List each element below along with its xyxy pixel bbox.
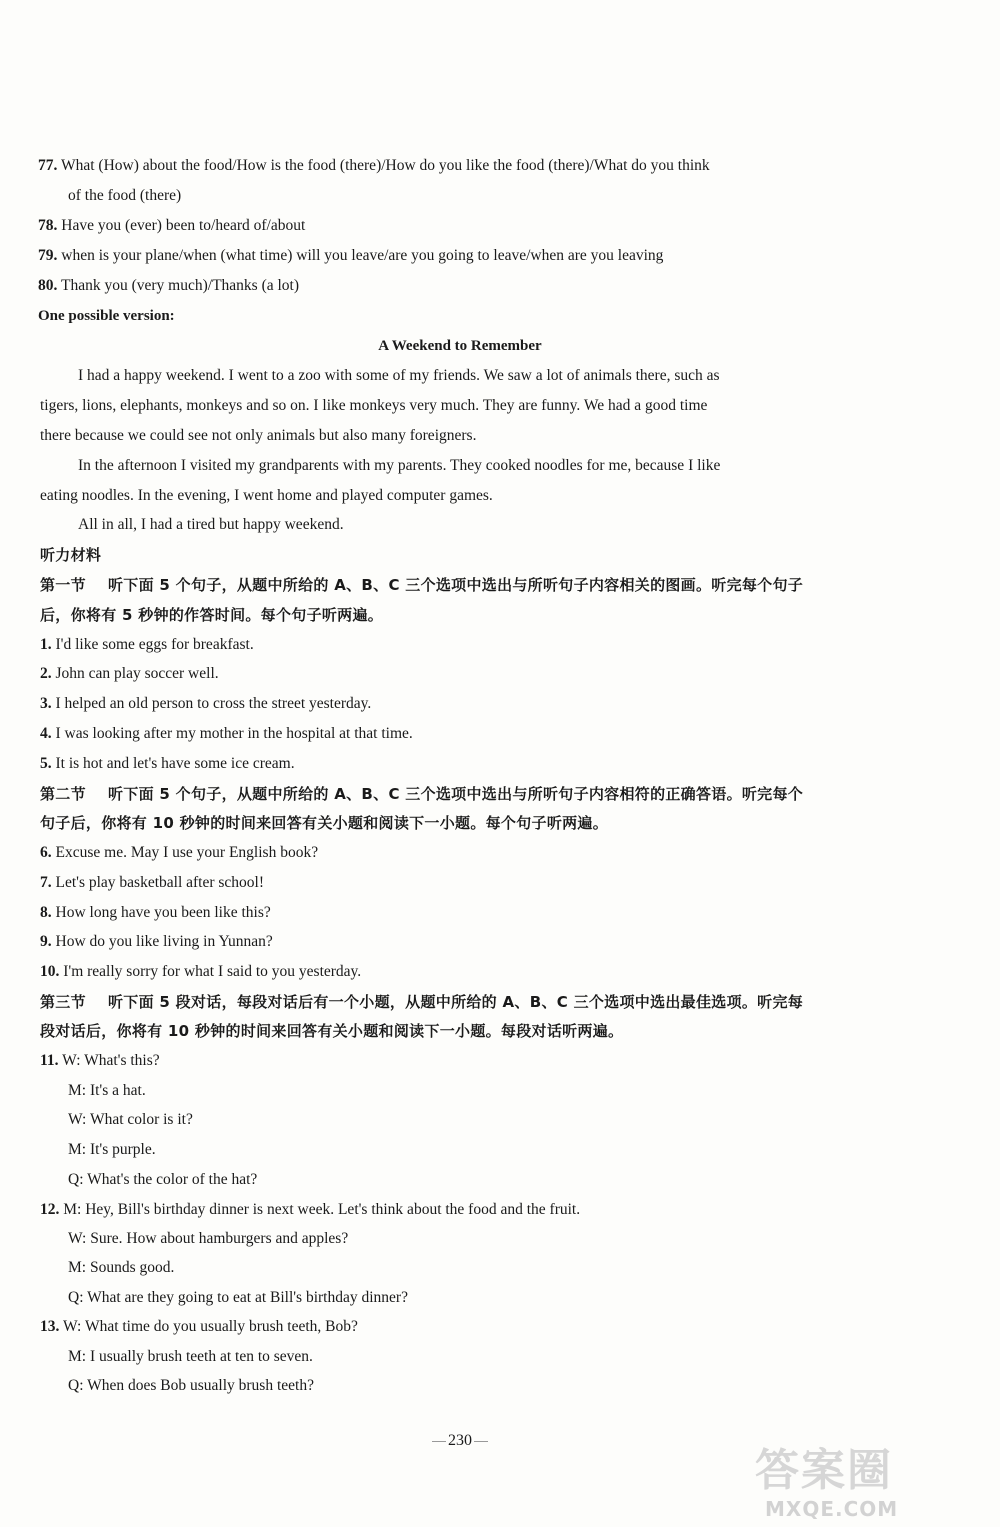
dialogue-line: M: It's purple. — [68, 1141, 156, 1158]
section3-instructions-cont: 段对话后，你将有 10 秒钟的时间来回答有关小题和阅读下一小题。每段对话听两遍。 — [40, 1022, 624, 1040]
answer-77-cont — [68, 186, 181, 206]
section3-instructions — [40, 992, 803, 1012]
dialogue-question: Q: When does Bob usually brush teeth? — [68, 1377, 314, 1394]
item-number: 4. — [40, 725, 52, 742]
dialogue-line — [40, 1051, 160, 1071]
item-text: Let's play basketball after school! — [55, 874, 265, 891]
listening-item — [40, 932, 273, 952]
item-number: 1. — [40, 636, 52, 653]
listening-item — [40, 962, 361, 982]
item-number: 8. — [40, 904, 52, 921]
section-instruction-text: 听下面 5 个句子，从题中所给的 A、B、C 三个选项中选出与所听句子内容相关的图画。听完每个句子 — [108, 576, 804, 594]
essay-line: eating noodles. In the evening, I went home and played computer games. — [40, 487, 493, 504]
section2-instructions-cont: 句子后，你将有 10 秒钟的时间来回答有关小题和阅读下一小题。每个句子听两遍。 — [40, 814, 609, 832]
page-number-value: 230 — [448, 1432, 472, 1449]
answer-78 — [38, 216, 305, 236]
answer-text: Thank you (very much)/Thanks (a lot) — [60, 277, 300, 294]
listening-item — [40, 694, 371, 714]
listening-item — [40, 903, 271, 923]
dialogue-line: M: It's a hat. — [68, 1082, 146, 1099]
section1-instructions — [40, 575, 803, 595]
section-instruction-text: 听下面 5 个句子，从题中所给的 A、B、C 三个选项中选出与所听句子内容相符的正确答语。听完每个 — [108, 785, 804, 803]
dialogue-number: 13. — [40, 1318, 60, 1335]
essay-line: I had a happy weekend. I went to a zoo with some of my friends. We saw a lot of animals there, such as — [78, 367, 720, 384]
answer-79 — [38, 246, 663, 266]
item-number: 2. — [40, 665, 52, 682]
dialogue-line — [40, 1200, 580, 1220]
listening-heading: 听力材料 — [40, 546, 102, 564]
answer-text: What (How) about the food/How is the food (there)/How do you like the food (there)/What do you think — [60, 157, 710, 174]
item-number: 7. — [40, 874, 52, 891]
answer-77 — [38, 156, 710, 176]
item-text: I was looking after my mother in the hospital at that time. — [55, 725, 413, 742]
listening-item — [40, 635, 254, 655]
item-number: 3. — [40, 695, 52, 712]
dialogue-line — [40, 1317, 358, 1337]
dialogue-text: W: What's this? — [62, 1052, 160, 1069]
essay-line: tigers, lions, elephants, monkeys and so on. I like monkeys very much. They are funny. We had a good time — [40, 397, 708, 414]
item-number: 10. — [40, 963, 60, 980]
dialogue-line: W: What color is it? — [68, 1111, 193, 1128]
listening-item — [40, 664, 219, 684]
item-text: How do you like living in Yunnan? — [55, 933, 273, 950]
essay-title: A Weekend to Remember — [378, 338, 542, 354]
listening-item — [40, 754, 295, 774]
essay-line: there because we could see not only animals but also many foreigners. — [40, 427, 477, 444]
dialogue-text: M: Hey, Bill's birthday dinner is next week. Let's think about the food and the fruit. — [63, 1201, 581, 1218]
listening-item — [40, 873, 264, 893]
answer-number: 80. — [38, 277, 58, 294]
item-text: I'm really sorry for what I said to you yesterday. — [63, 963, 362, 980]
section-instruction-text: 听下面 5 段对话，每段对话后有一个小题，从题中所给的 A、B、C 三个选项中选出最佳选项。听完每 — [108, 993, 804, 1011]
item-text: How long have you been like this? — [55, 904, 271, 921]
section1-instructions-cont: 后，你将有 5 秒钟的作答时间。每个句子听两遍。 — [40, 606, 384, 624]
watermark-url: MXQE.COM — [765, 1497, 899, 1521]
section-label: 第一节 — [40, 576, 86, 594]
section-label: 第二节 — [40, 785, 86, 803]
essay-line: All in all, I had a tired but happy weekend. — [78, 516, 344, 533]
section-label: 第三节 — [40, 993, 86, 1011]
item-text: It is hot and let's have some ice cream. — [55, 755, 295, 772]
watermark-logo: 答案圈 — [755, 1445, 893, 1496]
item-number: 9. — [40, 933, 52, 950]
item-text: Excuse me. May I use your English book? — [55, 844, 319, 861]
dialogue-number: 12. — [40, 1201, 60, 1218]
dialogue-line: M: I usually brush teeth at ten to seven. — [68, 1348, 313, 1365]
item-number: 5. — [40, 755, 52, 772]
item-text: John can play soccer well. — [55, 665, 219, 682]
item-text: I'd like some eggs for breakfast. — [55, 636, 254, 653]
dialogue-line: M: Sounds good. — [68, 1259, 175, 1276]
essay-line: In the afternoon I visited my grandparents with my parents. They cooked noodles for me, because I like — [78, 457, 721, 474]
answer-number: 77. — [38, 157, 58, 174]
item-text: I helped an old person to cross the street yesterday. — [55, 695, 372, 712]
dialogue-line: W: Sure. How about hamburgers and apples? — [68, 1230, 349, 1247]
watermark — [755, 1445, 995, 1525]
answer-text: Have you (ever) been to/heard of/about — [61, 217, 306, 234]
page-number-dash — [432, 1441, 446, 1442]
dialogue-question: Q: What's the color of the hat? — [68, 1171, 258, 1188]
answer-text: when is your plane/when (what time) will you leave/are you going to leave/when are you leaving — [61, 247, 664, 264]
dialogue-text: W: What time do you usually brush teeth, Bob? — [62, 1318, 358, 1335]
section2-instructions — [40, 784, 803, 804]
answer-80 — [38, 276, 299, 296]
listening-item — [40, 724, 413, 744]
version-label: One possible version: — [38, 308, 175, 324]
dialogue-question: Q: What are they going to eat at Bill's birthday dinner? — [68, 1289, 408, 1306]
answer-number: 78. — [38, 217, 58, 234]
answer-number: 79. — [38, 247, 58, 264]
item-number: 6. — [40, 844, 52, 861]
page-number-dash — [474, 1441, 488, 1442]
listening-item — [40, 843, 318, 863]
answer-text: of the food (there) — [68, 187, 182, 204]
dialogue-number: 11. — [40, 1052, 59, 1069]
